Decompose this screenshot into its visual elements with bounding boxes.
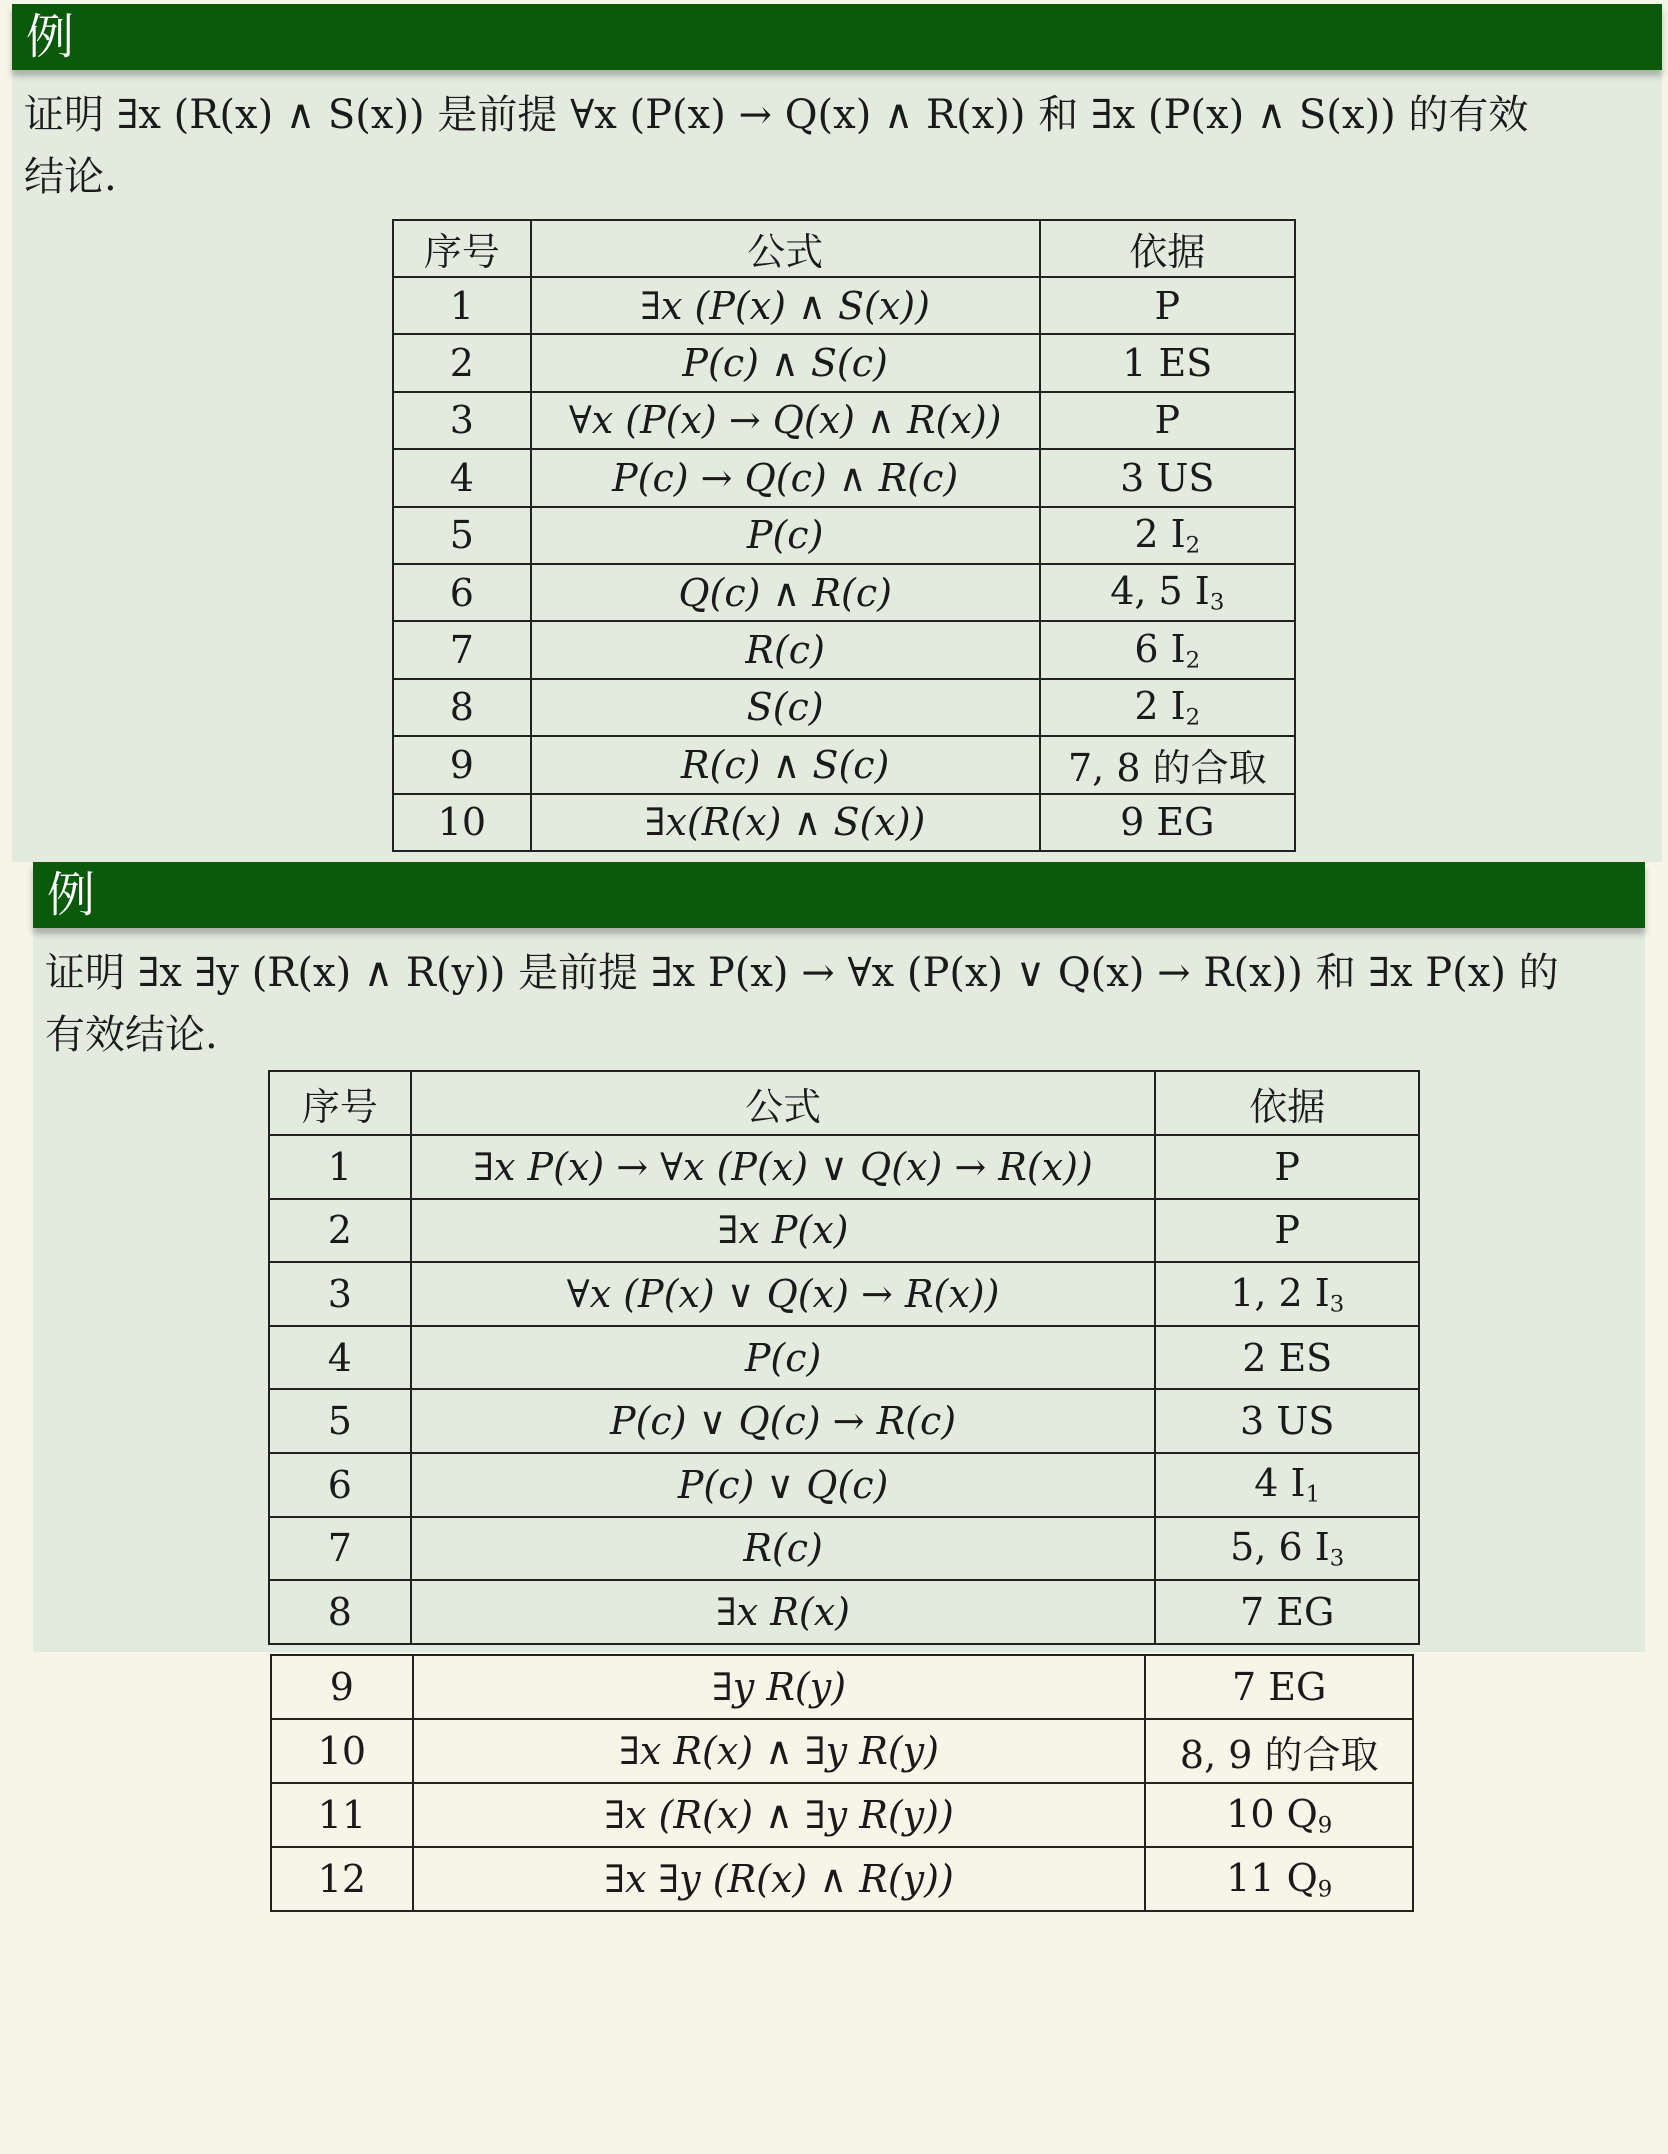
step-formula: P(c) ∨ Q(c) → R(c) (411, 1389, 1156, 1453)
step-basis (1155, 1326, 1419, 1390)
step-formula: ∃x (P(x) ∧ S(x)) (531, 277, 1040, 334)
example-1-proof-table (392, 219, 1296, 852)
step-formula: P(c) (411, 1326, 1156, 1390)
basis-text: 3 US (1120, 455, 1215, 500)
basis-text: P (1274, 1144, 1300, 1189)
basis-text: 7 EG (1232, 1665, 1327, 1709)
step-number: 11 (271, 1783, 413, 1847)
table-row (269, 1199, 1419, 1263)
basis-subscript: 9 (1317, 1812, 1333, 1839)
example-1-statement-line-2: 结论. (24, 154, 117, 200)
step-formula: ∀x (P(x) ∨ Q(x) → R(x)) (411, 1262, 1156, 1326)
step-number: 4 (393, 449, 531, 506)
example-2-proof-table (268, 1070, 1420, 1645)
example-2-heading: 例 (33, 862, 1645, 928)
basis-text: 3 US (1240, 1399, 1335, 1444)
basis-text: 11 Q (1226, 1855, 1318, 1900)
header-formula: 公式 (531, 220, 1040, 277)
basis-text: P (1274, 1208, 1300, 1253)
table-row (269, 1262, 1419, 1326)
table-row (393, 277, 1295, 334)
step-basis (1155, 1453, 1419, 1517)
table-row (269, 1580, 1419, 1644)
step-basis (1145, 1719, 1413, 1783)
table-row (393, 507, 1295, 564)
table-row (393, 736, 1295, 793)
example-2-statement (45, 942, 1633, 1066)
table-row (269, 1135, 1419, 1199)
basis-text: 4, 5 I (1110, 569, 1210, 614)
table-row (271, 1847, 1413, 1911)
step-basis (1145, 1655, 1413, 1719)
step-basis (1155, 1580, 1419, 1644)
step-formula: P(c) ∨ Q(c) (411, 1453, 1156, 1517)
step-number: 3 (269, 1262, 411, 1326)
step-formula: S(c) (531, 679, 1040, 736)
step-number: 12 (271, 1847, 413, 1911)
step-number: 7 (269, 1517, 411, 1581)
table-row (393, 334, 1295, 391)
basis-text: 4 I (1254, 1461, 1306, 1506)
step-formula: ∃y R(y) (413, 1655, 1146, 1719)
table-row (269, 1389, 1419, 1453)
basis-text: 2 I (1134, 684, 1186, 729)
header-basis: 依据 (1155, 1071, 1419, 1135)
step-number: 9 (271, 1655, 413, 1719)
step-basis (1155, 1135, 1419, 1199)
table-row (271, 1719, 1413, 1783)
step-formula: Q(c) ∧ R(c) (531, 564, 1040, 621)
step-formula: R(c) (531, 621, 1040, 678)
step-number: 1 (393, 277, 531, 334)
basis-text: 2 ES (1242, 1335, 1333, 1380)
header-formula: 公式 (411, 1071, 1156, 1135)
step-basis (1040, 621, 1295, 678)
basis-text: P (1154, 398, 1181, 443)
basis-subscript: 3 (1209, 589, 1225, 616)
step-basis (1040, 794, 1295, 851)
example-2-statement-line-2: 有效结论. (45, 1012, 218, 1058)
step-formula: ∃x(R(x) ∧ S(x)) (531, 794, 1040, 851)
step-number: 1 (269, 1135, 411, 1199)
header-number: 序号 (393, 220, 531, 277)
basis-subscript: 3 (1329, 1291, 1345, 1318)
basis-text: 7, 8 的合取 (1067, 746, 1267, 791)
basis-text: 5, 6 I (1230, 1525, 1330, 1570)
step-number: 4 (269, 1326, 411, 1390)
step-number: 5 (393, 507, 531, 564)
table-row (271, 1655, 1413, 1719)
step-number: 2 (269, 1199, 411, 1263)
step-number: 5 (269, 1389, 411, 1453)
example-1-heading: 例 (12, 4, 1662, 70)
step-basis (1040, 334, 1295, 391)
basis-text: 6 I (1134, 626, 1186, 671)
step-basis (1145, 1783, 1413, 1847)
step-basis (1040, 564, 1295, 621)
example-2-proof-table-continued (270, 1654, 1414, 1912)
step-formula: P(c) → Q(c) ∧ R(c) (531, 449, 1040, 506)
step-basis (1155, 1262, 1419, 1326)
step-number: 8 (393, 679, 531, 736)
table-row (269, 1517, 1419, 1581)
step-formula: R(c) (411, 1517, 1156, 1581)
table-row (269, 1453, 1419, 1517)
basis-text: 2 I (1134, 511, 1186, 556)
step-number: 10 (271, 1719, 413, 1783)
basis-text: P (1154, 283, 1181, 328)
header-number: 序号 (269, 1071, 411, 1135)
step-number: 8 (269, 1580, 411, 1644)
step-number: 10 (393, 794, 531, 851)
example-1-statement-line-1: 证明 ∃x (R(x) ∧ S(x)) 是前提 ∀x (P(x) → Q(x) ∧ R(x)) 和 ∃x (P(x) ∧ S(x)) 的有效 (24, 92, 1529, 138)
step-formula: ∃x ∃y (R(x) ∧ R(y)) (413, 1847, 1146, 1911)
step-basis (1040, 507, 1295, 564)
table-row (271, 1783, 1413, 1847)
step-number: 6 (393, 564, 531, 621)
step-formula: ∀x (P(x) → Q(x) ∧ R(x)) (531, 392, 1040, 449)
table-row (393, 564, 1295, 621)
step-number: 3 (393, 392, 531, 449)
table-header-row (269, 1071, 1419, 1135)
table-row (393, 621, 1295, 678)
basis-text: 9 EG (1120, 800, 1215, 845)
basis-subscript: 9 (1317, 1876, 1333, 1903)
table-row (393, 449, 1295, 506)
step-basis (1155, 1517, 1419, 1581)
step-basis (1145, 1847, 1413, 1911)
step-basis (1040, 449, 1295, 506)
step-formula: R(c) ∧ S(c) (531, 736, 1040, 793)
basis-text: 7 EG (1240, 1589, 1335, 1634)
table-row (269, 1326, 1419, 1390)
step-basis (1155, 1389, 1419, 1453)
step-number: 6 (269, 1453, 411, 1517)
step-basis (1040, 392, 1295, 449)
table-header-row (393, 220, 1295, 277)
table-row (393, 794, 1295, 851)
basis-subscript: 2 (1185, 532, 1201, 559)
step-formula: ∃x P(x) → ∀x (P(x) ∨ Q(x) → R(x)) (411, 1135, 1156, 1199)
table-row (393, 679, 1295, 736)
step-formula: ∃x (R(x) ∧ ∃y R(y)) (413, 1783, 1146, 1847)
step-formula: ∃x R(x) ∧ ∃y R(y) (413, 1719, 1146, 1783)
basis-text: 10 Q (1226, 1791, 1318, 1836)
basis-text: 1 ES (1122, 341, 1213, 386)
step-basis (1040, 736, 1295, 793)
basis-text: 8, 9 的合取 (1179, 1732, 1379, 1777)
step-formula: ∃x R(x) (411, 1580, 1156, 1644)
step-formula: P(c) (531, 507, 1040, 564)
basis-subscript: 2 (1185, 704, 1201, 731)
basis-subscript: 2 (1185, 647, 1201, 674)
example-2-statement-line-1: 证明 ∃x ∃y (R(x) ∧ R(y)) 是前提 ∃x P(x) → ∀x (P(x) ∨ Q(x) → R(x)) 和 ∃x P(x) 的 (45, 950, 1559, 996)
table-row (393, 392, 1295, 449)
step-basis (1155, 1199, 1419, 1263)
step-basis (1040, 679, 1295, 736)
basis-text: 1, 2 I (1230, 1270, 1330, 1315)
header-basis: 依据 (1040, 220, 1295, 277)
step-number: 9 (393, 736, 531, 793)
step-formula: ∃x P(x) (411, 1199, 1156, 1263)
step-number: 7 (393, 621, 531, 678)
step-number: 2 (393, 334, 531, 391)
step-basis (1040, 277, 1295, 334)
example-1-statement (24, 84, 1650, 208)
basis-subscript: 3 (1329, 1545, 1345, 1572)
step-formula: P(c) ∧ S(c) (531, 334, 1040, 391)
basis-subscript: 1 (1305, 1482, 1321, 1509)
